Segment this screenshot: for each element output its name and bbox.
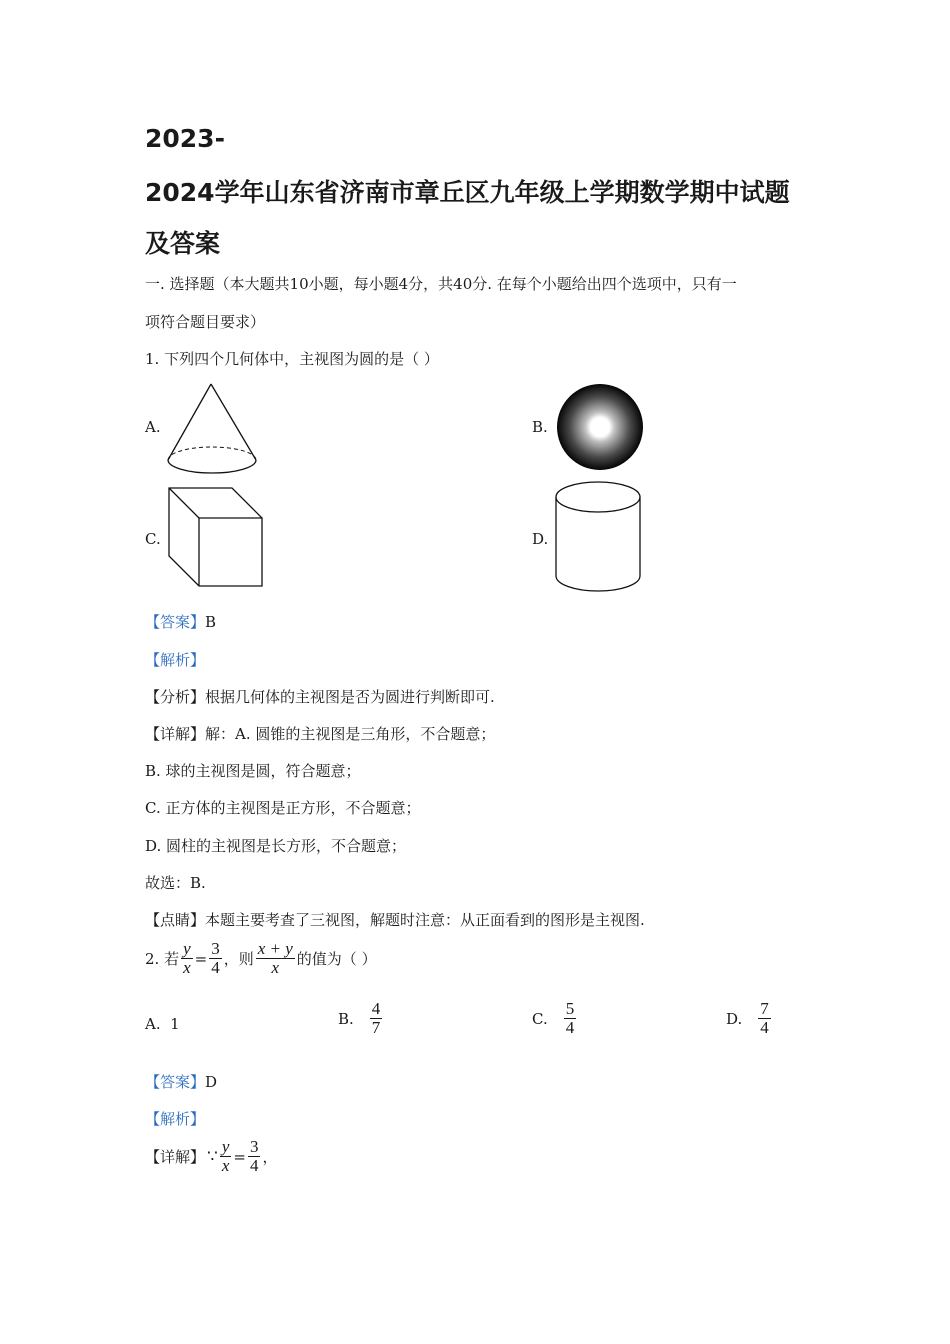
q2-detail-tag: 【详解】 [145, 1148, 206, 1166]
q2-answer [145, 1071, 217, 1092]
q2-option-d-frac: $\frac{7}{4}$ [760, 999, 769, 1037]
q1-detail-tag: 【详解】 [145, 725, 206, 743]
q1-fenxi-text: 根据几何体的主视图是否为圆进行判断即可. [205, 688, 495, 706]
q1-option-b-label: B. [532, 418, 548, 436]
q1-fenxi [145, 686, 495, 707]
page-title-line-1: 2023- [145, 124, 225, 153]
q2-stem [145, 940, 377, 977]
q2-option-c-frac: $\frac{5}{4}$ [565, 999, 575, 1037]
q2-option-b [338, 1000, 384, 1037]
q1-dianjing-tag: 【点睛】 [145, 911, 206, 929]
q1-answer [145, 611, 216, 632]
q2-option-b-frac: $\frac{4}{7}$ [371, 999, 381, 1037]
section-heading-line-2: 项符合题目要求） [145, 313, 266, 331]
q1-detail-a: 解：A. 圆锥的主视图是三角形，不合题意； [205, 725, 496, 743]
q2-detail-tail: ， [262, 1148, 278, 1166]
q2-analysis-tag: 【解析】 [145, 1110, 206, 1128]
q1-dianjing-text: 本题主要考查了三视图，解题时注意：从正面看到的图形是主视图. [205, 911, 645, 929]
q2-detail-frac-3-over-4: $\frac{3}{4}$ [249, 1137, 259, 1175]
q2-answer-value: D [205, 1073, 218, 1091]
q1-detail-c: C. 正方体的主视图是正方形，不合题意； [145, 799, 421, 817]
q1-detail-b: B. 球的主视图是圆，符合题意； [145, 762, 361, 780]
q1-answer-tag: 【答案】 [145, 613, 206, 631]
page-title-line-2: 2024学年山东省济南市章丘区九年级上学期数学期中试题 [145, 178, 790, 207]
q1-stem: 1. 下列四个几何体中，主视图为圆的是（ ） [145, 350, 439, 368]
page-title-line-3: 及答案 [145, 229, 221, 258]
q1-dianjing [145, 909, 645, 930]
q1-option-a-label: A. [145, 418, 161, 436]
q1-option-d-label: D. [532, 530, 549, 548]
q2-option-c [532, 1000, 578, 1037]
q2-detail [145, 1138, 277, 1175]
q2-option-c-label: C. [532, 1009, 548, 1028]
sphere-icon [556, 383, 644, 471]
q2-number: 2. 若 [145, 950, 180, 968]
q1-answer-value: B [205, 613, 217, 631]
q2-option-d-label: D. [726, 1009, 743, 1028]
q2-option-d [726, 1000, 773, 1037]
q2-tail: 的值为（ ） [296, 950, 377, 968]
q2-frac-3-over-4: $\frac{3}{4}$ [211, 939, 220, 977]
q2-frac-y-over-x: $\frac{y}{x}$ [183, 939, 191, 977]
cone-icon [165, 382, 260, 477]
section-heading-line-1: 一. 选择题（本大题共10小题，每小题4分，共40分. 在每个小题给出四个选项中，只有一 [145, 275, 737, 293]
q2-option-a [145, 1015, 180, 1033]
q2-option-b-label: B. [338, 1009, 354, 1028]
because-symbol: ∵ [207, 1146, 218, 1167]
q1-detail-d: D. 圆柱的主视图是长方形，不合题意； [145, 837, 407, 855]
q2-then: ，则 [223, 950, 254, 968]
q2-equals: = [194, 949, 208, 968]
q1-choose: 故选：B. [145, 874, 206, 892]
q2-option-a-value: 1 [170, 1015, 180, 1033]
q2-option-a-label: A. [145, 1015, 161, 1033]
q1-analysis-tag: 【解析】 [145, 651, 206, 669]
q1-detail [145, 723, 495, 744]
cylinder-icon [555, 480, 645, 595]
q2-detail-equals: = [233, 1147, 246, 1166]
q1-option-c-label: C. [145, 530, 161, 548]
q1-fenxi-tag: 【分析】 [145, 688, 206, 706]
q2-answer-tag: 【答案】 [145, 1073, 206, 1091]
q2-frac-xy-over-x: $\frac{x + y}{x}$ [257, 939, 293, 977]
q2-detail-frac-y-over-x: $\frac{y}{x}$ [221, 1137, 230, 1175]
cube-icon [166, 486, 266, 590]
